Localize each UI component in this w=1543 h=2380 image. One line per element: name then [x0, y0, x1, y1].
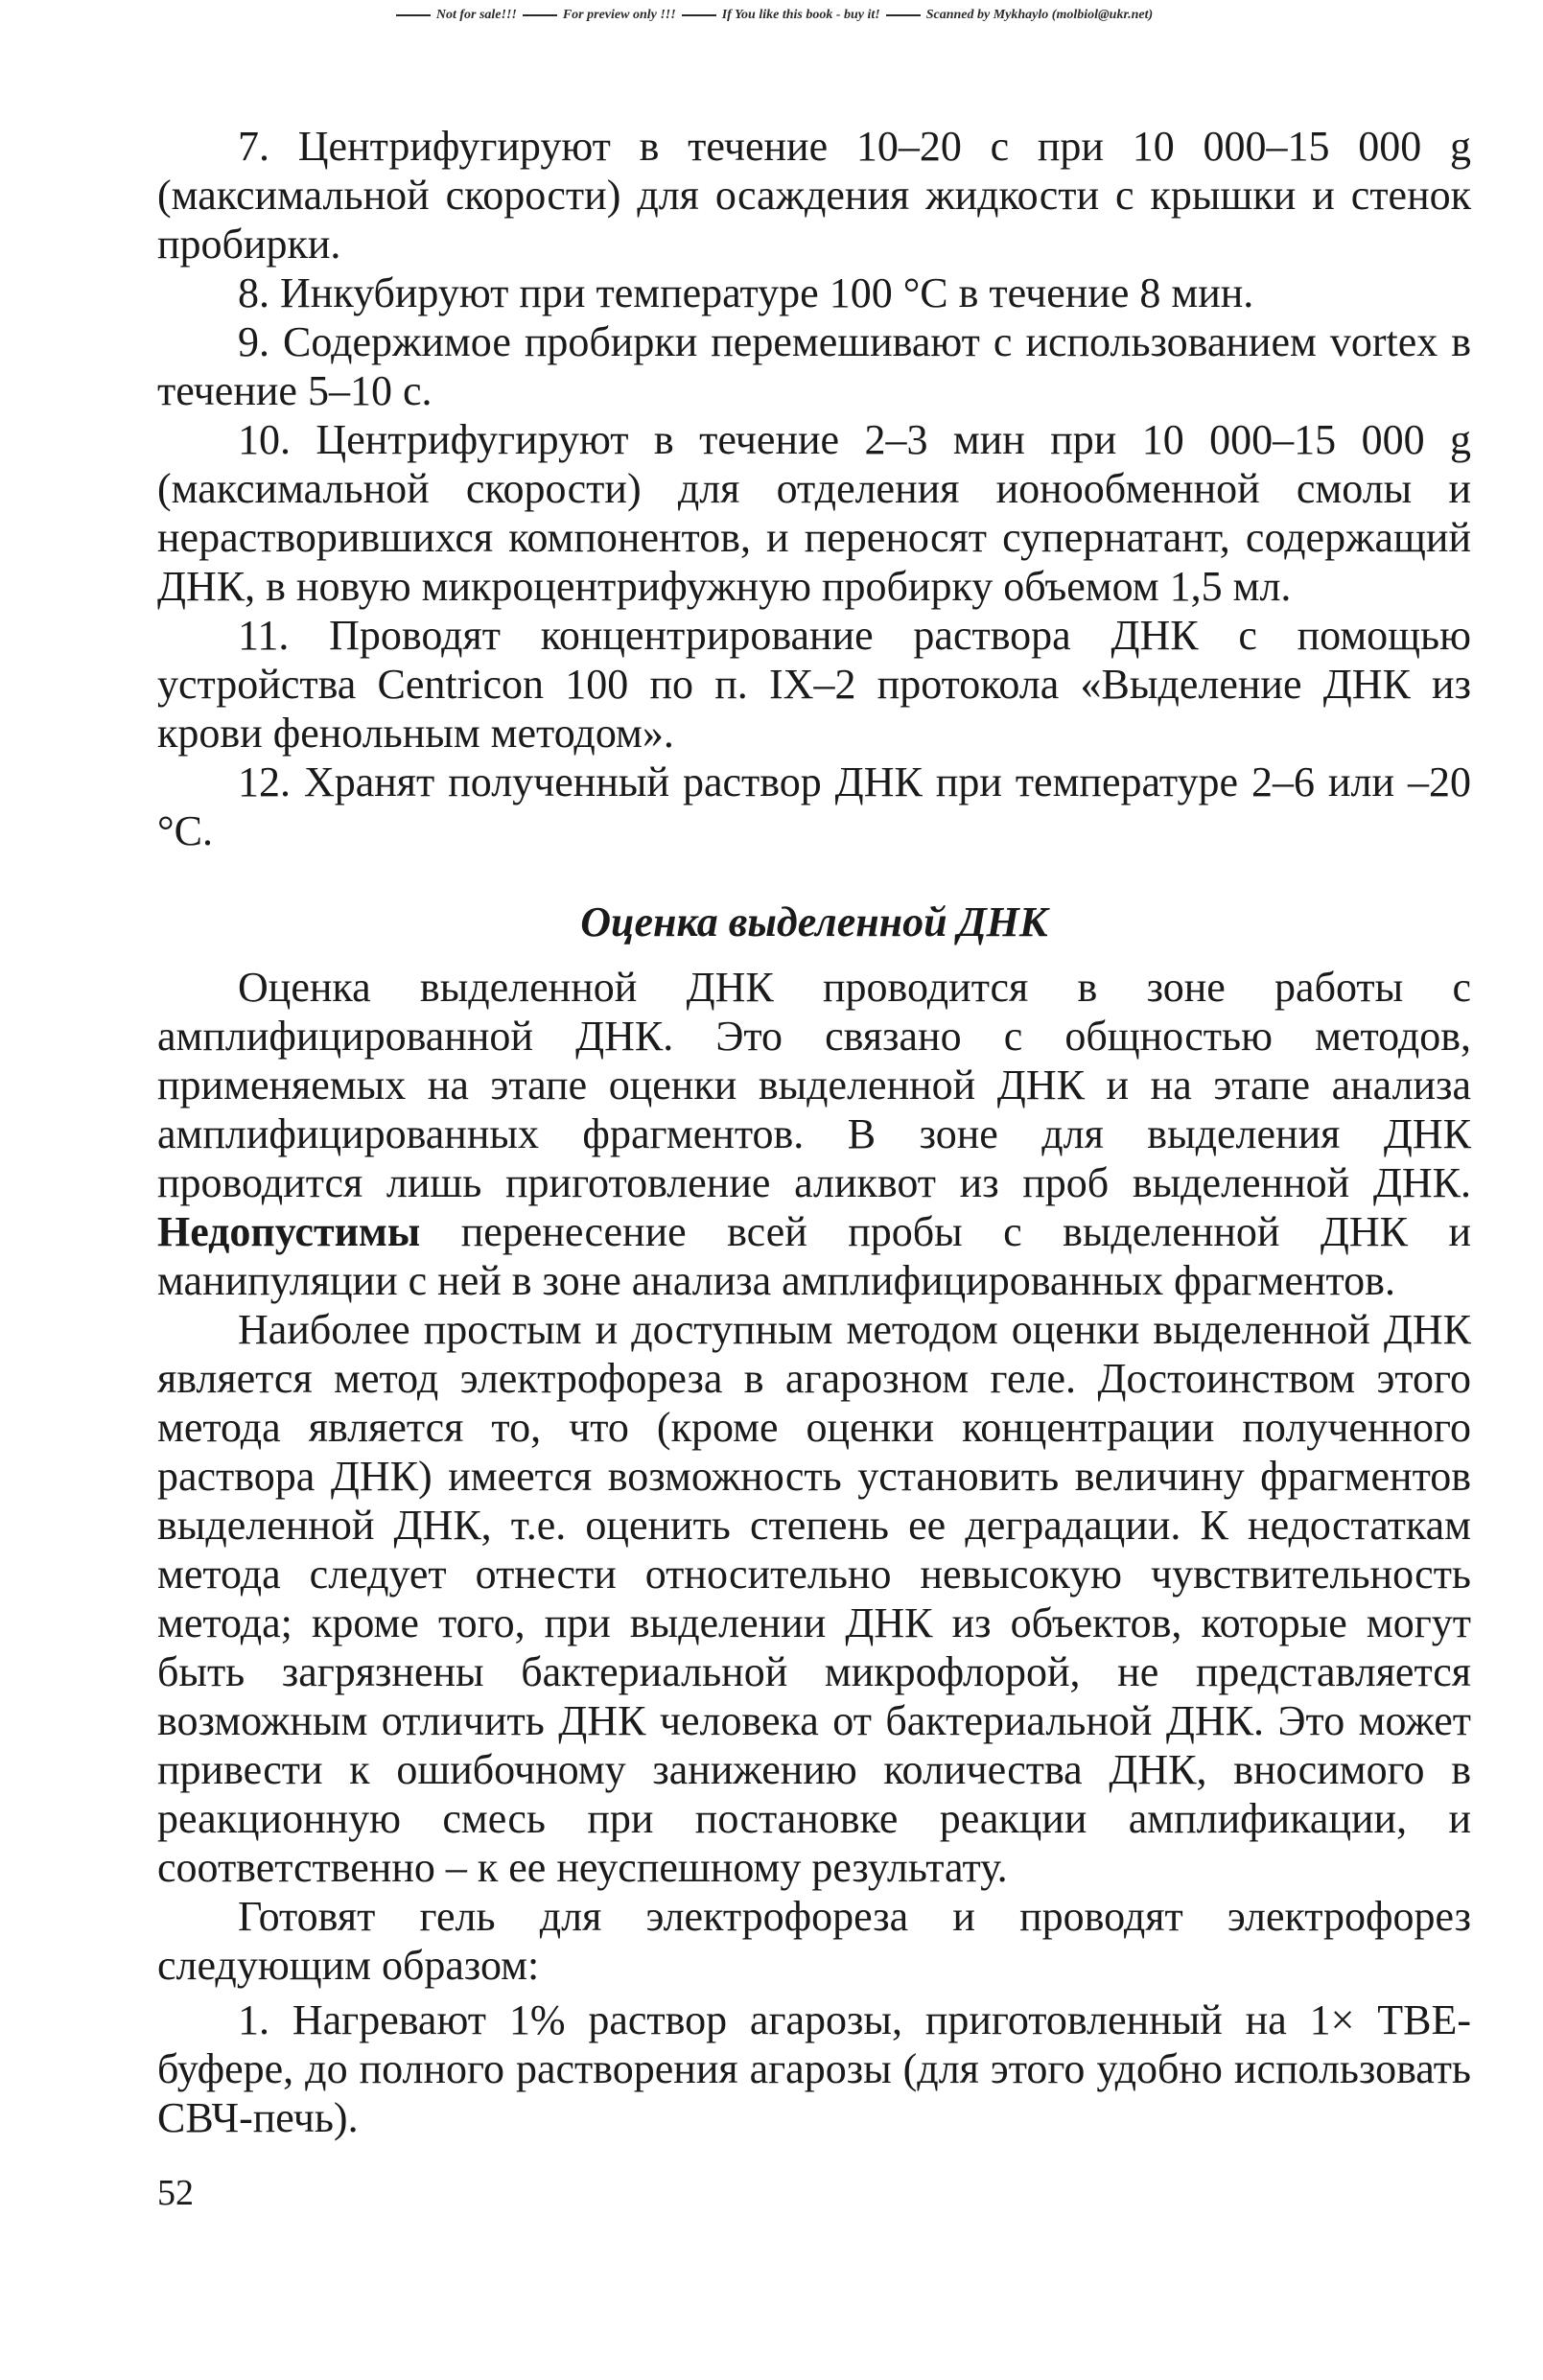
header-segment: Not for sale!!! — [435, 8, 517, 22]
header-rule — [523, 14, 557, 16]
header-rule — [396, 14, 431, 16]
header-segment: If You like this book - buy it! — [721, 8, 880, 22]
page-number: 52 — [157, 2173, 194, 2213]
header-rule — [682, 14, 716, 16]
step-10: 10. Центрифугируют в течение 2–3 мин при 10 000–15 000 g (максимальной скорости) для отделения ионообменной смолы и нерастворившихся компонентов, и переносят супернатант, содержащий ДНК, в новую микроцентрифужную пробирку объемом 1,5 мл. — [157, 416, 1471, 610]
step-11: 11. Проводят концентрирование раствора ДНК с помощью устройства Centricon 100 по п. IX–2 протокола «Выделение ДНК из крови фенольным методом». — [157, 612, 1471, 757]
bold-warning: Недопустимы — [157, 1208, 421, 1255]
evaluation-text-after: перенесение всей пробы с выделенной ДНК и манипуляции с ней в зоне анализа амплифицированных фрагментов. — [157, 1208, 1472, 1304]
step-12: 12. Хранят полученный раствор ДНК при температуре 2–6 или –20 °С. — [157, 758, 1471, 854]
procedure-step-1: 1. Нагревают 1% раствор агарозы, приготовленный на 1× ТВЕ-буфере, до полного растворения агарозы (для этого удобно использовать СВЧ-печь). — [157, 1996, 1471, 2141]
evaluation-text-before: Оценка выделенной ДНК проводится в зоне работы с амплифицированной ДНК. Это связано с общностью методов, применяемых на этапе оценки выделенной ДНК и на этапе анализа амплифицированных фрагментов. В зоне для выделения ДНК проводится лишь приготовление аликвот из проб выделенной ДНК. — [157, 964, 1471, 1206]
header-segment: For preview only !!! — [562, 8, 676, 22]
header-rule — [886, 14, 921, 16]
step-9: 9. Содержимое пробирки перемешивают с использованием vortex в течение 5–10 с. — [157, 318, 1471, 414]
section-heading: Оценка выделенной ДНК — [580, 898, 1048, 945]
method-paragraph: Наиболее простым и доступным методом оценки выделенной ДНК является метод электрофореза в агарозном геле. Достоинством этого метода является то, что (кроме оценки концентрации полученного раствора ДНК) имеется возможность установить величину фрагментов выделенной ДНК, т.е. оценить степень ее деградации. К недостаткам метода следует отнести относительно невысокую чувствительность метода; кроме того, при выделении ДНК из объектов, которые могут быть загрязнены бактериальной микрофлорой, не представляется возможным отличить ДНК человека от бактериальной ДНК. Это может привести к ошибочному занижению количества ДНК, вносимого в реакционную смесь при постановке реакции амплификации, и соответственно – к ее неуспешному результату. — [157, 1306, 1471, 1891]
scan-header — [0, 8, 1543, 23]
page-body — [157, 122, 1471, 2142]
header-segment: Scanned by Mykhaylo (molbiol@ukr.net) — [925, 8, 1154, 22]
step-8: 8. Инкубируют при температуре 100 °С в течение 8 мин. — [238, 269, 1254, 316]
procedure-intro: Готовят гель для электрофореза и проводят электрофорез следующим образом: — [157, 1893, 1471, 1989]
step-7: 7. Центрифугируют в течение 10–20 с при 10 000–15 000 g (максимальной скорости) для осаждения жидкости с крышки и стенок пробирки. — [157, 123, 1471, 268]
evaluation-paragraph — [157, 963, 1471, 1305]
